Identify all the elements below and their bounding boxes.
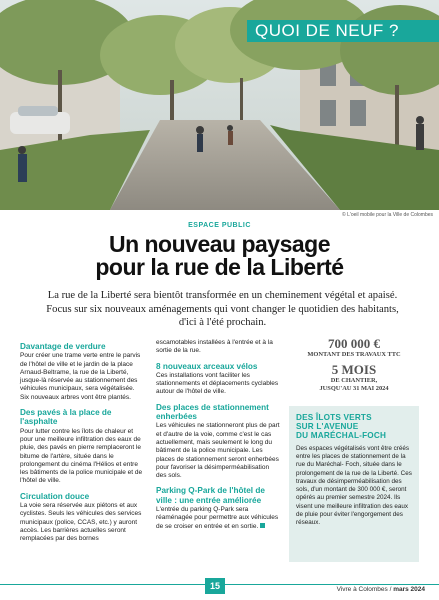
issue-date: mars 2024 <box>393 586 425 593</box>
article-column-1 <box>20 342 144 544</box>
magazine-name: Vivre à Colombes / <box>336 586 392 593</box>
subheading-arceaux: 8 nouveaux arceaux vélos <box>156 361 258 371</box>
subheading-verdure: Davantage de verdure <box>20 342 106 351</box>
paragraph-parking-text: L'entrée du parking Q-Park sera réaménagée pour permettre aux véhicules de se croiser en entrée et en sortie. <box>156 506 279 530</box>
box-text: Des espaces végétalisés vont être créés entre les places de stationnement de la rue du Maréchal- Foch, située dans le prolongement de la rue de la Liberté. Ces travaux de désimperméabilisation des sols, d'un montant de 300 000 €, seront opérés au premier semestre 2024. Ils visent une meilleure infiltration des eaux de pluie pour éviter l'engorgement des réseaux. <box>296 444 412 527</box>
duration-figure: 5 MOIS <box>331 362 377 378</box>
subheading-parking: Parking Q-Park de l'hôtel de ville : une entrée améliorée <box>156 486 265 505</box>
paragraph-continuation: escamotables installées à l'entrée et à la sortie de la rue. <box>156 339 273 355</box>
amount-figure: 700 000 € <box>328 336 380 351</box>
photo-credit: © L'oeil mobile pour la Ville de Colombes <box>342 212 433 218</box>
paragraph-circulation: La voie sera réservée aux piétons et aux cyclistes. Seuls les véhicules des services municipaux (police, CCAS, etc.) y auront accès. Les barrières actuelles seront remplacées par des bornes <box>20 502 142 543</box>
box-title-line-2: SUR L'AVENUE <box>296 422 359 432</box>
box-title <box>296 413 412 441</box>
amount-label: MONTANT DES TRAVAUX TTC <box>307 351 401 358</box>
headline-line-2: pour la rue de la Liberté <box>95 254 344 280</box>
box-title-line-3: DU MARÉCHAL-FOCH <box>296 431 387 441</box>
paragraph-parking <box>156 506 280 531</box>
magazine-issue <box>337 586 425 593</box>
duration-label-2: JUSQU'AU 31 MAI 2024 <box>319 384 389 392</box>
section-kicker: ESPACE PUBLIC <box>188 222 251 229</box>
page-number: 15 <box>205 578 225 594</box>
article-headline <box>0 233 439 279</box>
duration-label-1: DE CHANTIER, <box>330 377 378 385</box>
paragraph-stationnement: Les véhicules ne stationneront plus de part et d'autre de la voie, comme c'est le cas actuellement, mais seulement le long du bâtiment de la police municipale. Les places de stationnement seront enherbées pour favoriser la désimperméabilisation des sols. <box>156 422 280 480</box>
headline-line-1: Un nouveau paysage <box>108 231 331 257</box>
subheading-circulation: Circulation douce <box>20 491 90 501</box>
key-figures <box>290 337 418 392</box>
paragraph-paves: Pour lutter contre les îlots de chaleur et pour une meilleure infiltration des eaux de pluie, des pavés en pierre remplaceront le bitume de l'artère, située dans le prolongement du cinéma l'Hélios et entre les bâtiments de la police municipale et de l'hôtel de ville. <box>20 427 143 485</box>
box-title-line-1: DES ÎLOTS VERTS <box>296 413 372 422</box>
paragraph-verdure: Pour créer une trame verte entre le parvis de l'hôtel de ville et le jardin de la place Arnaud-Beltrame, la rue de la Liberté, jusque-là réservée au stationnement des véhicules municipaux, sera végétalisée. Six nouveaux arbres vont être plantés. <box>20 352 141 401</box>
paragraph-arceaux: Ces installations vont faciliter les stationnements et déplacements cyclables autour de l'hôtel de ville. <box>156 371 279 396</box>
article-intro: La rue de la Liberté sera bientôt transformée en un cheminement végétal et apaisé. Focus sur six nouveaux aménagements qui vont changer le quotidien des habitants, d'ici à l'été prochain. <box>46 290 399 328</box>
section-banner: QUOI DE NEUF ? <box>247 20 439 42</box>
subheading-paves: Des pavés à la place de l'asphalte <box>20 408 112 427</box>
page-footer <box>0 578 439 600</box>
article-column-2 <box>156 339 280 531</box>
end-mark-icon <box>260 523 265 528</box>
subheading-stationnement: Des places de stationnement enherbées <box>156 402 269 422</box>
sidebar-box-ilots-verts <box>289 406 419 562</box>
